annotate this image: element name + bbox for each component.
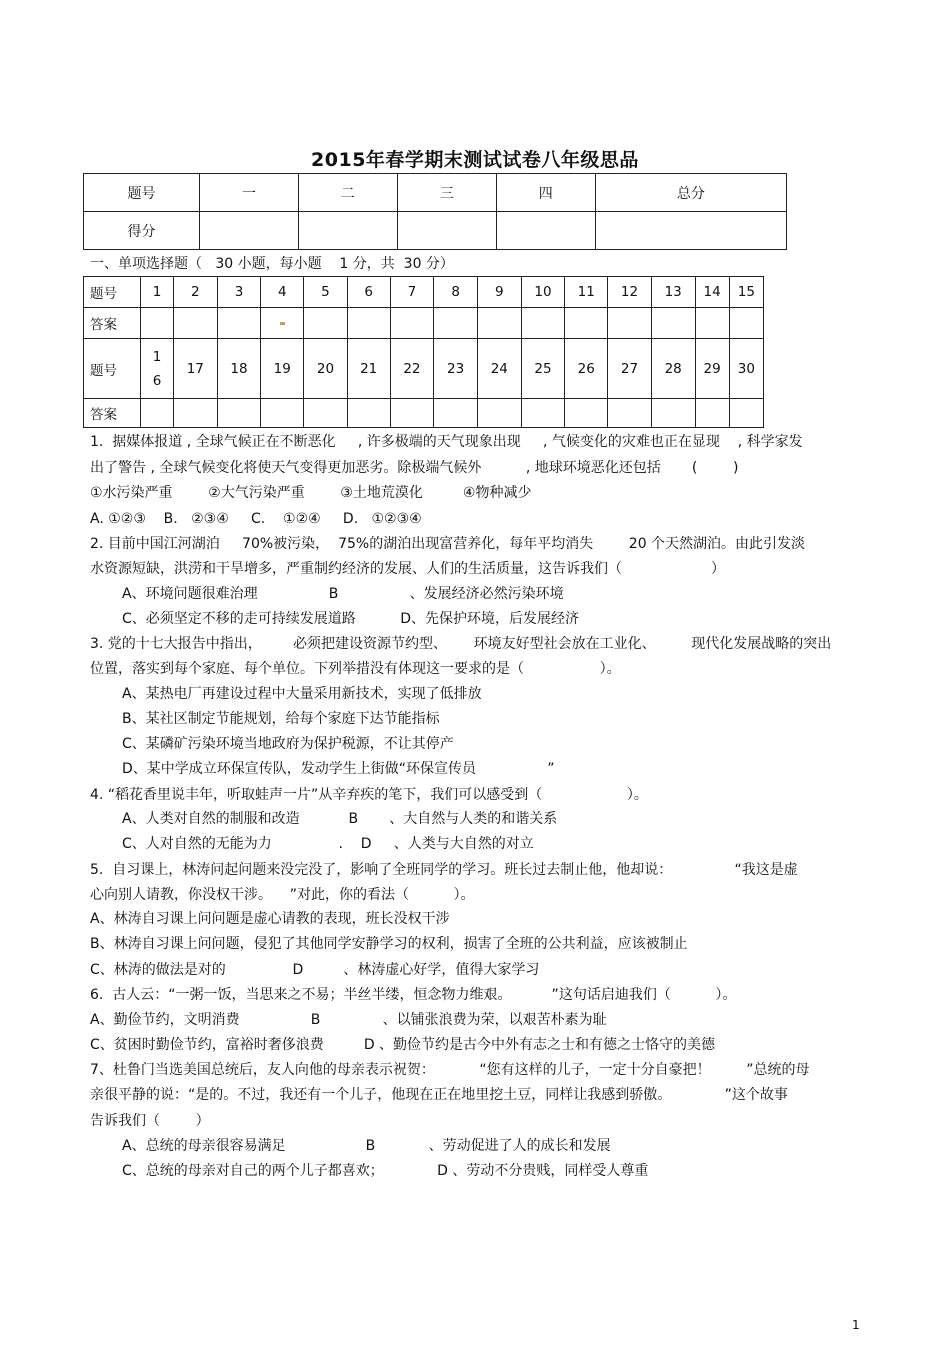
text-line: B、某社区制定节能规划，给每个家庭下达节能指标 <box>122 711 440 727</box>
question-number-cell: 11 <box>565 277 608 308</box>
text-line: 位置，落实到每个家庭、每个单位。下列举措没有体现这一要求的是（ ）。 <box>90 661 621 677</box>
score-header-cell: 题号 <box>84 174 200 212</box>
number-16-top: 1 <box>152 348 162 365</box>
answer-cell[interactable] <box>173 399 217 428</box>
question-number-cell: 26 <box>565 339 608 399</box>
question-number-cell: 2 <box>173 277 217 308</box>
answer-cell[interactable] <box>304 399 348 428</box>
answer-cell[interactable] <box>565 399 608 428</box>
text-line: A、某热电厂再建设过程中大量采用新技术，实现了低排放 <box>122 686 482 702</box>
question-number-cell: 12 <box>608 277 652 308</box>
section-heading: 一、单项选择题（ 30 小题，每小题 1 分，共 30 分） <box>90 256 454 272</box>
score-header-cell: 一 <box>200 174 299 212</box>
text-line: C、必须坚定不移的走可持续发展道路 D、先保护环境，后发展经济 <box>122 611 580 627</box>
question-number-cell: 5 <box>304 277 348 308</box>
answer-cell[interactable] <box>173 308 217 339</box>
answer-table <box>83 276 764 428</box>
answer-cell[interactable] <box>608 399 652 428</box>
row-label: 答案 <box>84 308 141 339</box>
question-number-cell: 6 <box>347 277 390 308</box>
text-line: 出了警告 , 全球气候变化将使天气变得更加恶劣。除极端气候外 , 地球环境恶化还包括 ( ) <box>90 460 739 476</box>
text-line: A、勤俭节约，文明消费 B 、以铺张浪费为荣，以艰苦朴素为耻 <box>90 1012 607 1028</box>
text-line: 心向别人请教，你没权干涉。 ”对此，你的看法（ ）。 <box>90 887 475 903</box>
text-line: 6. 古人云：“一粥一饭，当思来之不易；半丝半缕，恒念物力维艰。 ”这句话启迪我们（ ）。 <box>90 987 737 1003</box>
question-number-cell: 3 <box>217 277 261 308</box>
page-number: 1 <box>852 1318 860 1332</box>
answer-cell[interactable] <box>434 308 478 339</box>
score-header-cell: 二 <box>298 174 397 212</box>
question-number-cell: 23 <box>434 339 478 399</box>
question-number-cell: 13 <box>651 277 695 308</box>
answer-cell[interactable] <box>695 399 729 428</box>
answer-cell[interactable] <box>651 308 695 339</box>
answer-cell[interactable] <box>261 308 304 339</box>
question-number-cell: 19 <box>261 339 304 399</box>
question-number-cell: 25 <box>521 339 565 399</box>
number-16-bottom: 6 <box>152 372 162 389</box>
text-line: 水资源短缺，洪涝和干旱增多，严重制约经济的发展、人们的生活质量，这告诉我们（ ） <box>90 561 726 577</box>
question-number-cell: 27 <box>608 339 652 399</box>
answer-cell[interactable] <box>347 308 390 339</box>
row-label: 题号 <box>84 339 141 399</box>
answer-cell[interactable] <box>141 308 174 339</box>
answer-cell[interactable] <box>261 399 304 428</box>
question-number-cell: 17 <box>173 339 217 399</box>
question-number-cell: 20 <box>304 339 348 399</box>
answer-cell[interactable] <box>729 308 763 339</box>
score-header-row <box>84 174 787 212</box>
answer-cell[interactable] <box>217 308 261 339</box>
answer-cell[interactable] <box>477 308 521 339</box>
answer-cell[interactable] <box>434 399 478 428</box>
answer-cell[interactable] <box>521 399 565 428</box>
text-line: 5. 自习课上，林涛问起问题来没完没了，影响了全班同学的学习。班长过去制止他，他却说： “我这是虚 <box>90 862 798 878</box>
text-line: B、林涛自习课上问问题，侵犯了其他同学安静学习的权利，损害了全班的公共利益，应该被制止 <box>90 936 688 952</box>
row-label: 答案 <box>84 399 141 428</box>
text-line: 告诉我们（ ） <box>90 1113 210 1129</box>
text-line: C、贫困时勤俭节约，富裕时奢侈浪费 D 、勤俭节约是古今中外有志之士和有德之士恪守的美德 <box>90 1037 716 1053</box>
answer-cell[interactable] <box>477 399 521 428</box>
question-number-cell: 24 <box>477 339 521 399</box>
text-line: A、总统的母亲很容易满足 B 、劳动促进了人的成长和发展 <box>122 1138 611 1154</box>
question-number-cell: 29 <box>695 339 729 399</box>
answer-cell[interactable] <box>141 399 174 428</box>
question-number-cell: 4 <box>261 277 304 308</box>
score-input-cell[interactable] <box>496 212 595 250</box>
answer-cell[interactable] <box>304 308 348 339</box>
answer-cell[interactable] <box>217 399 261 428</box>
text-line: C、某磷矿污染环境当地政府为保护税源，不让其停产 <box>122 736 454 752</box>
question-number-cell: 9 <box>477 277 521 308</box>
text-line: 4. “稻花香里说丰年，听取蛙声一片”从辛弃疾的笔下，我们可以感受到（ ）。 <box>90 787 648 803</box>
text-line: 亲很平静的说：“是的。不过，我还有一个儿子，他现在正在地里挖土豆，同样让我感到骄傲。 ”这个故事 <box>90 1087 788 1103</box>
answer-cell[interactable] <box>347 399 390 428</box>
question-number-cell <box>141 339 174 399</box>
question-number-cell: 15 <box>729 277 763 308</box>
score-input-cell[interactable] <box>595 212 786 250</box>
text-line: 7、杜鲁门当选美国总统后，友人向他的母亲表示祝贺： “您有这样的儿子，一定十分自豪把！ ”总统的母 <box>90 1062 810 1078</box>
question-number-cell: 14 <box>695 277 729 308</box>
answer-cell[interactable] <box>390 308 434 339</box>
text-line: C、林涛的做法是对的 D 、林涛虚心好学，值得大家学习 <box>90 962 540 978</box>
question-number-cell: 22 <box>390 339 434 399</box>
answer-cell[interactable] <box>729 399 763 428</box>
answer-cell[interactable] <box>390 399 434 428</box>
text-line: D、某中学成立环保宣传队，发动学生上街做“环保宣传员 ” <box>122 761 555 777</box>
answer-cell[interactable] <box>651 399 695 428</box>
score-header-cell: 总分 <box>595 174 786 212</box>
text-line: C、人对自然的无能为力 . D 、人类与大自然的对立 <box>122 836 534 852</box>
question-number-cell: 21 <box>347 339 390 399</box>
answer-cell[interactable] <box>521 308 565 339</box>
page-title: 2015年春学期末测试试卷八年级思品 <box>311 149 639 171</box>
score-input-cell[interactable] <box>200 212 299 250</box>
score-value-row <box>84 212 787 250</box>
answer-row <box>84 308 764 339</box>
score-header-cell: 三 <box>397 174 496 212</box>
text-line: C、总统的母亲对自己的两个儿子都喜欢； D 、劳动不分贵贱，同样受人尊重 <box>122 1163 649 1179</box>
question-number-cell: 1 <box>141 277 174 308</box>
text-line: A、环境问题很难治理 B 、发展经济必然污染环境 <box>122 586 564 602</box>
question-number-row <box>84 277 764 308</box>
score-table <box>83 173 787 250</box>
answer-row <box>84 399 764 428</box>
question-number-row <box>84 339 764 399</box>
text-line: A. ①②③ B. ②③④ C. ①②④ D. ①②③④ <box>90 511 422 527</box>
score-input-cell[interactable] <box>397 212 496 250</box>
question-number-cell: 10 <box>521 277 565 308</box>
question-number-cell: 18 <box>217 339 261 399</box>
row-label: 题号 <box>84 277 141 308</box>
text-line: A、林涛自习课上问问题是虚心请教的表现，班长没权干涉 <box>90 911 450 927</box>
mark-dot <box>280 322 285 325</box>
question-number-cell: 28 <box>651 339 695 399</box>
text-line: 2. 目前中国江河湖泊 70%被污染， 75%的湖泊出现富营养化，每年平均消失 20 个天然湖泊。由此引发淡 <box>90 536 806 552</box>
text-line: 3. 党的十七大报告中指出， 必须把建设资源节约型、 环境友好型社会放在工业化、 现代化发展战略的突出 <box>90 636 832 652</box>
answer-cell[interactable] <box>565 308 608 339</box>
score-input-cell[interactable] <box>298 212 397 250</box>
question-number-cell: 7 <box>390 277 434 308</box>
score-row-label: 得分 <box>84 212 200 250</box>
text-line: ①水污染严重 ②大气污染严重 ③土地荒漠化 ④物种减少 <box>90 485 532 501</box>
text-line: A、人类对自然的制服和改造 B 、大自然与人类的和谐关系 <box>122 811 558 827</box>
answer-cell[interactable] <box>608 308 652 339</box>
question-number-cell: 30 <box>729 339 763 399</box>
text-line: 1. 据媒体报道 , 全球气候正在不断恶化 , 许多极端的天气现象出现 , 气候变化的灾难也正在显现 , 科学家发 <box>90 434 803 450</box>
score-header-cell: 四 <box>496 174 595 212</box>
answer-cell[interactable] <box>695 308 729 339</box>
question-number-cell: 8 <box>434 277 478 308</box>
